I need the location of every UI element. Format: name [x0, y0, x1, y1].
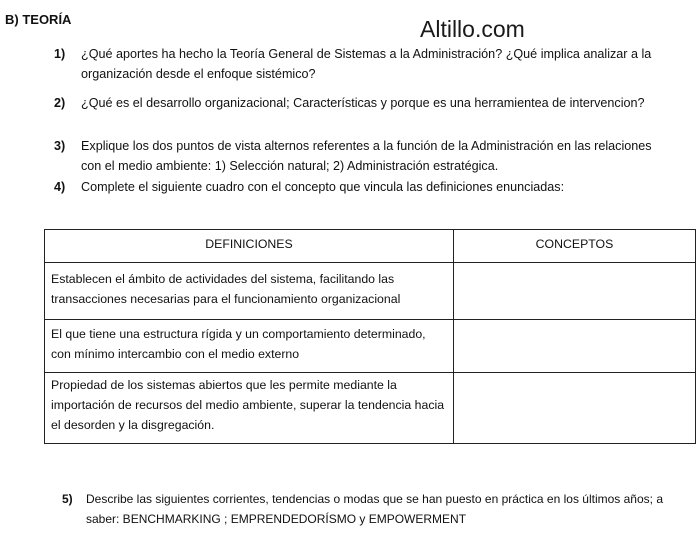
question-text: ¿Qué aportes ha hecho la Teoría General de Sistemas a la Administración? ¿Qué implica analizar a la organización desde el enfoque sistémico?: [81, 47, 652, 81]
table-header-row: [45, 230, 696, 263]
concept-cell[interactable]: [453, 373, 695, 444]
question-text: Describe las siguientes corrientes, tendencias o modas que se han puesto en práctica en los últimos años; a saber: BENCHMARKING ; EMPRENDEDORÍSMO y EMPOWERMENT: [86, 492, 663, 526]
section-title: B) TEORÍA: [5, 12, 72, 27]
question-text: Complete el siguiente cuadro con el concepto que vincula las definiciones enunciadas:: [81, 180, 565, 194]
table-row: [45, 373, 696, 444]
definition-cell: El que tiene una estructura rígida y un comportamiento determinado, con mínimo intercambio con el medio externo: [45, 320, 454, 373]
table-row: [45, 263, 696, 320]
question-text: ¿Qué es el desarrollo organizacional; Características y porque es una herramientea de intervencion?: [81, 96, 645, 110]
question-number: 4): [54, 180, 66, 194]
question-number: 5): [62, 492, 73, 506]
concept-cell[interactable]: [453, 263, 695, 320]
question-number: 1): [54, 47, 66, 61]
question-text: Explique los dos puntos de vista alternos referentes a la función de la Administración en las relaciones con el medio ambiente: 1) Selección natural; 2) Administración estratégica.: [81, 139, 652, 173]
definition-cell: Propiedad de los sistemas abiertos que les permite mediante la importación de recursos del medio ambiente, superar la tendencia hacia el desorden y la disgregación.: [45, 373, 454, 444]
table-row: [45, 320, 696, 373]
question-number: 3): [54, 139, 66, 153]
header-concepts: CONCEPTOS: [453, 230, 695, 263]
definition-cell: Establecen el ámbito de actividades del sistema, facilitando las transacciones necesarias para el funcionamiento organizacional: [45, 263, 454, 320]
watermark: Altillo.com: [420, 16, 525, 42]
header-definitions: DEFINICIONES: [45, 230, 454, 263]
concept-cell[interactable]: [453, 320, 695, 373]
question-number: 2): [54, 96, 66, 110]
definitions-table: [44, 229, 696, 444]
